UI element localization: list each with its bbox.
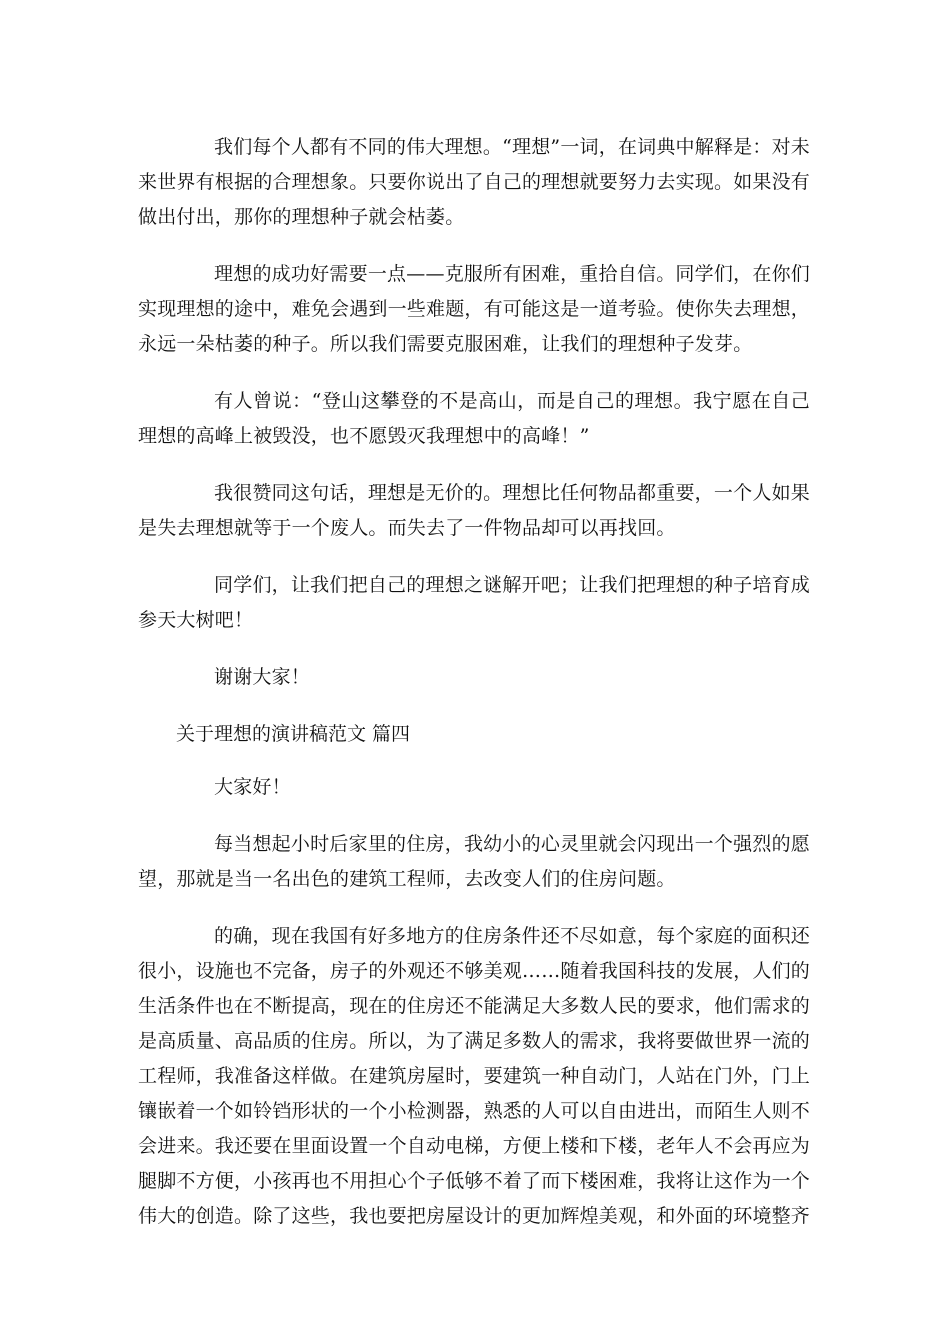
section-heading: 关于理想的演讲稿范文 篇四 xyxy=(176,723,411,745)
paragraph-greeting: 大家好！ xyxy=(214,776,291,798)
paragraph-call-to-action: 同学们，让我们把自己的理想之谜解开吧；让我们把理想的种子培育成参天大树吧！ xyxy=(138,574,810,631)
paragraph-childhood-wish: 每当想起小时后家里的住房，我幼小的心灵里就会闪现出一个强烈的愿望，那就是当一名出色的建筑工程师，去改变人们的住房问题。 xyxy=(138,833,810,890)
paragraph-thanks: 谢谢大家！ xyxy=(214,666,311,688)
paragraph-ideal-priceless: 我很赞同这句话，理想是无价的。理想比任何物品都重要，一个人如果是失去理想就等于一个废人。而失去了一件物品却可以再找回。 xyxy=(138,482,810,539)
paragraph-overcome-difficulties: 理想的成功好需要一点——克服所有困难，重拾自信。同学们，在你们实现理想的途中，难免会遇到一些难题，有可能这是一道考验。使你失去理想，永远一朵枯萎的种子。所以我们需要克服困难，让我们的理想种子发芽。 xyxy=(138,263,811,355)
paragraph-quote: 有人曾说：“登山这攀登的不是高山，而是自己的理想。我宁愿在自己理想的高峰上被毁没，也不愿毁灭我理想中的高峰！” xyxy=(138,390,810,447)
paragraph-ideal-definition: 我们每个人都有不同的伟大理想。“理想”一词，在词典中解释是：对未来世界有根据的合理想象。只要你说出了自己的理想就要努力去实现。如果没有做出付出，那你的理想种子就会枯萎。 xyxy=(138,136,811,228)
document-body xyxy=(138,130,810,1256)
paragraph-engineer-plan: 的确，现在我国有好多地方的住房条件还不尽如意，每个家庭的面积还很小，设施也不完备，房子的外观还不够美观……随着我国科技的发展，人们的生活条件也在不断提高，现在的住房还不能满足大多数人民的要求，他们需求的是高质量、高品质的住房。所以，为了满足多数人的需求，我将要做世界一流的工程师，我准备这样做。在建筑房屋时，要建筑一种自动门，人站在门外，门上镶嵌着一个如铃铛形状的一个小检测器，熟悉的人可以自由进出，而陌生人则不会进来。我还要在里面设置一个自动电梯，方便上楼和下楼，老年人不会再应为腿脚不方便，小孩再也不用担心个子低够不着了而下楼困难，我将让这作为一个伟大的创造。除了这些，我也要把房屋设计的更加辉煌美观，和外面的环境整齐 xyxy=(138,925,811,1227)
